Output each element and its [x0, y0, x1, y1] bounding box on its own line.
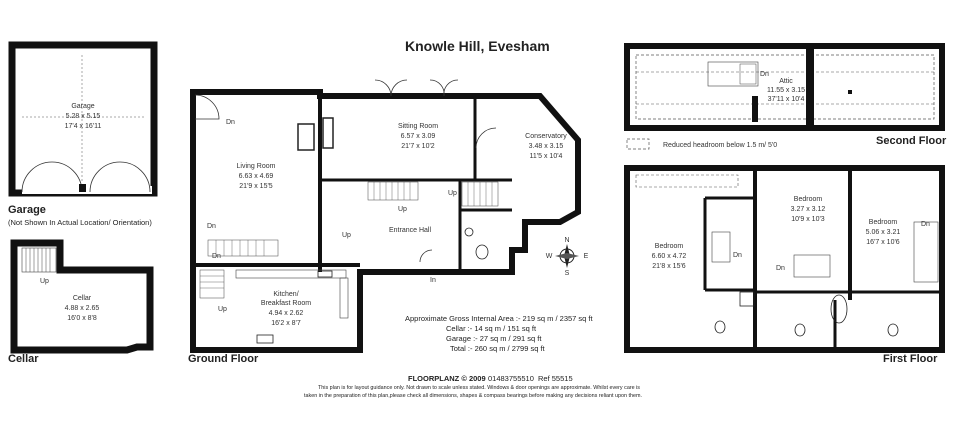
sitting-room-name: Sitting Room — [397, 123, 439, 130]
conservatory-name: Conservatory — [525, 133, 567, 140]
attic-dn-mark: Dn — [760, 71, 769, 78]
compass-n: N — [564, 237, 570, 244]
ground-up-mark-1: Up — [342, 232, 351, 239]
first-dn-mark-1: Dn — [733, 252, 742, 259]
garage-imperial: 17'4 x 16'11 — [64, 123, 102, 130]
kitchen-imperial: 16'2 x 8'7 — [271, 320, 301, 327]
compass-s: S — [564, 270, 570, 277]
kitchen-name: Kitchen/ — [273, 291, 299, 298]
compass-rose — [546, 237, 589, 277]
bedroom-2-metric: 3.27 x 3.12 — [790, 206, 826, 213]
attic-imperial: 37'11 x 10'4 — [767, 96, 805, 103]
sitting-room-metric: 6.57 x 3.09 — [400, 133, 436, 140]
living-room-name: Living Room — [236, 163, 276, 170]
bedroom-3-name: Bedroom — [868, 219, 898, 226]
ground-floor-plan — [193, 80, 578, 350]
cellar-up-mark: Up — [40, 278, 49, 285]
ground-floor-label: Ground Floor — [188, 353, 259, 365]
living-room-metric: 6.63 x 4.69 — [238, 173, 274, 180]
cellar-plan — [14, 243, 150, 350]
page-title: Knowle Hill, Evesham — [405, 38, 550, 54]
footer-brand: FLOORPLANZ © 2009 — [408, 374, 486, 383]
sitting-room-imperial: 21'7 x 10'2 — [401, 143, 435, 150]
attic-name: Attic — [779, 78, 793, 85]
cellar-area: Cellar :- 14 sq m / 151 sq ft — [446, 324, 537, 333]
garage-name: Garage — [71, 103, 95, 110]
attic-metric: 11.55 x 3.15 — [766, 87, 806, 94]
garage-plan — [12, 45, 154, 194]
cellar-metric: 4.88 x 2.65 — [64, 305, 100, 312]
footer-phone: 01483755510 — [488, 374, 534, 383]
garage-floor-label: Garage — [8, 204, 46, 216]
cellar-floor-label: Cellar — [8, 353, 39, 365]
footer-disclaimer-2: taken in the preparation of this plan,please check all dimensions, shapes & compass bearings before making any decisions reliant upon them. — [304, 393, 643, 399]
bedroom-2-name: Bedroom — [793, 196, 823, 203]
cellar-imperial: 16'0 x 8'8 — [67, 315, 97, 322]
first-dn-mark-3: Dn — [921, 221, 930, 228]
garage-area: Garage :- 27 sq m / 291 sq ft — [446, 334, 542, 343]
ground-up-mark-4: Up — [218, 306, 227, 313]
footer-ref: Ref 55515 — [538, 374, 573, 383]
bedroom-1-name: Bedroom — [654, 243, 684, 250]
ground-dn-mark-2: Dn — [207, 223, 216, 230]
first-dn-mark-2: Dn — [776, 265, 785, 272]
ground-dn-mark-3: Dn — [212, 253, 221, 260]
compass-e: E — [583, 253, 589, 260]
cellar-name: Cellar — [72, 295, 92, 302]
living-room-imperial: 21'9 x 15'5 — [239, 183, 273, 190]
reduced-headroom-note: Reduced headroom below 1.5 m/ 5'0 — [663, 142, 778, 149]
bedroom-1-metric: 6.60 x 4.72 — [651, 253, 687, 260]
bedroom-3-imperial: 16'7 x 10'6 — [866, 239, 900, 246]
bedroom-3-metric: 5.06 x 3.21 — [865, 229, 901, 236]
kitchen-metric: 4.94 x 2.62 — [268, 310, 304, 317]
second-floor-plan — [627, 46, 942, 149]
bedroom-2-imperial: 10'9 x 10'3 — [791, 216, 825, 223]
ground-up-mark-3: Up — [448, 190, 457, 197]
ground-up-mark-2: Up — [398, 206, 407, 213]
conservatory-imperial: 11'5 x 10'4 — [529, 153, 563, 160]
bedroom-1-imperial: 21'8 x 15'6 — [652, 263, 686, 270]
footer-disclaimer-1: This plan is for layout guidance only. Not drawn to scale unless stated. Windows & door openings are approximate. Whilst every care is — [318, 385, 640, 391]
compass-w: W — [545, 253, 553, 260]
kitchen-name-2: Breakfast Room — [260, 300, 312, 307]
garage-metric: 5.28 x 5.15 — [65, 113, 101, 120]
entrance-hall-name: Entrance Hall — [388, 227, 432, 234]
conservatory-metric: 3.48 x 3.15 — [528, 143, 564, 150]
total-area: Total :- 260 sq m / 2799 sq ft — [450, 344, 545, 353]
first-floor-plan — [627, 168, 942, 350]
garage-location-note: (Not Shown In Actual Location/ Orientation) — [8, 218, 152, 227]
gross-area: Approximate Gross Internal Area :- 219 sq m / 2357 sq ft — [405, 314, 593, 323]
ground-dn-mark-1: Dn — [226, 119, 235, 126]
ground-in-mark: In — [430, 277, 436, 284]
first-floor-label: First Floor — [883, 353, 938, 365]
second-floor-label: Second Floor — [876, 135, 947, 147]
